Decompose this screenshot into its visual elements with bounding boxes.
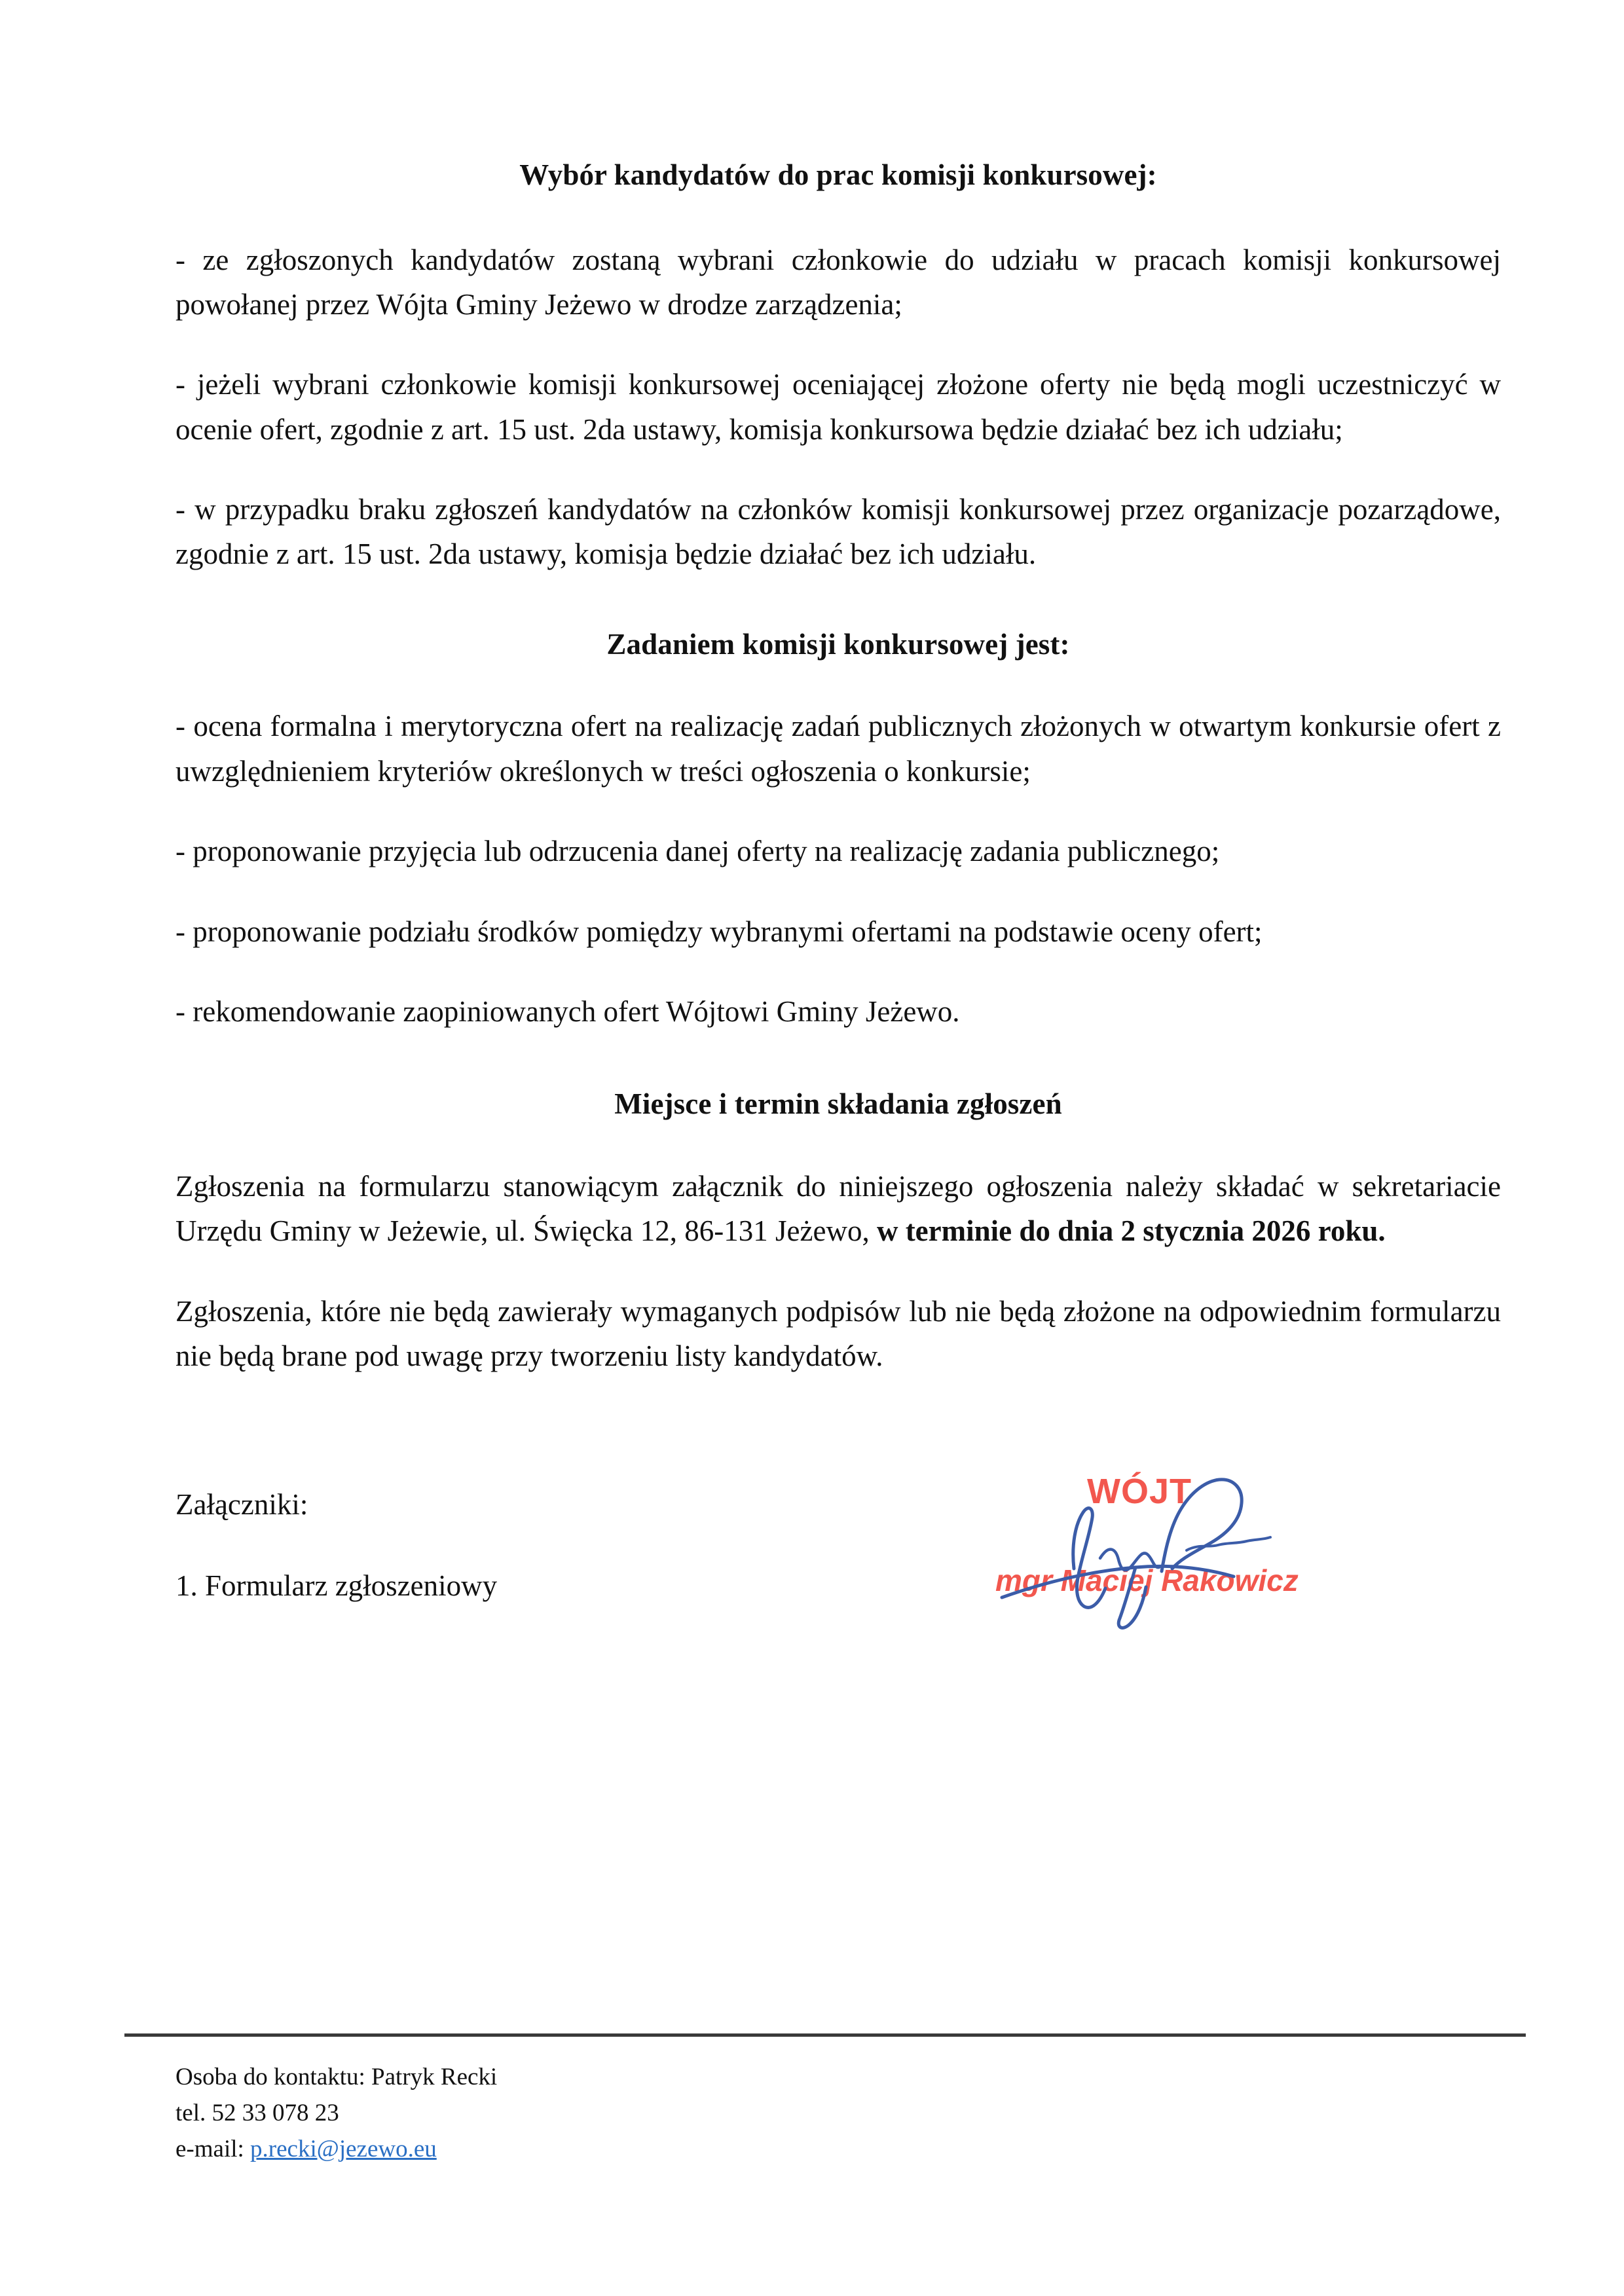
footer-contact-block [175,2060,1223,2167]
section-heading-place-deadline: Miejsce i termin składania zgłoszeń [614,1087,1062,1121]
attachments-section [175,1483,896,1608]
signature-stamp-graphic [990,1452,1318,1635]
task-bullet-1: - ocena formalna i merytoryczna ofert na realizację zadań publicznych złożonych w otwartym konkursie ofert z uwzględnieniem kryteriów określonych w treści ogłoszenia o konkursie; [175,710,1501,788]
footer-email-label: e-mail: [175,2135,251,2162]
selection-bullet-1: - ze zgłoszonych kandydatów zostaną wybrani członkowie do udziału w pracach komisji konkursowej powołanej przez Wójta Gminy Jeżewo w drodze zarządzenia; [175,243,1501,321]
document-body [175,156,1501,1378]
stamp-name-text: mgr Maciej Rakowicz [995,1563,1299,1597]
footer-divider [124,2033,1526,2037]
footer-phone: tel. 52 33 078 23 [175,2099,339,2126]
footer-email-line [175,2132,1223,2168]
task-bullet-4: - rekomendowanie zaopiniowanych ofert Wójtowi Gminy Jeżewo. [175,994,960,1028]
stamp-title-text: WÓJT [1087,1472,1192,1511]
task-bullet-2: - proponowanie przyjęcia lub odrzucenia danej oferty na realizację zadania publicznego; [175,835,1220,868]
section-heading-tasks: Zadaniem komisji konkursowej jest: [606,627,1070,661]
submission-paragraph [175,1164,1501,1254]
signature-stamp [990,1452,1318,1635]
rejection-notice-paragraph: Zgłoszenia, które nie będą zawierały wymaganych podpisów lub nie będą złożone na odpowiednim formularzu nie będą brane pod uwagę przy tworzeniu listy kandydatów. [175,1294,1501,1372]
page-title: Wybór kandydatów do prac komisji konkursowej: [519,158,1157,191]
footer-contact-person: Osoba do kontaktu: Patryk Recki [175,2064,498,2090]
task-bullet-3: - proponowanie podziału środków pomiędzy wybranymi ofertami na podstawie oceny ofert; [175,915,1263,948]
attachments-label: Załączniki: [175,1488,308,1521]
footer-email-link[interactable]: p.recki@jezewo.eu [250,2135,437,2162]
submission-deadline: w terminie do dnia 2 stycznia 2026 roku. [876,1214,1386,1248]
attachment-item-1: 1. Formularz zgłoszeniowy [175,1569,498,1602]
submission-text: Zgłoszenia na formularzu stanowiącym załącznik do niniejszego ogłoszenia należy składać w sekretariacie Urzędu Gminy w Jeżewie, ul. Święcka 12, 86-131 Jeżewo, [175,1169,1501,1248]
selection-bullet-3: - w przypadku braku zgłoszeń kandydatów na członków komisji konkursowej przez organizacje pozarządowe, zgodnie z art. 15 ust. 2da ustawy, komisja będzie działać bez ich udziału. [175,493,1501,571]
selection-bullet-2: - jeżeli wybrani członkowie komisji konkursowej oceniającej złożone oferty nie będą mogli uczestniczyć w ocenie ofert, zgodnie z art. 15 ust. 2da ustawy, komisja konkursowa będzie działać bez ich udziału; [175,368,1501,446]
